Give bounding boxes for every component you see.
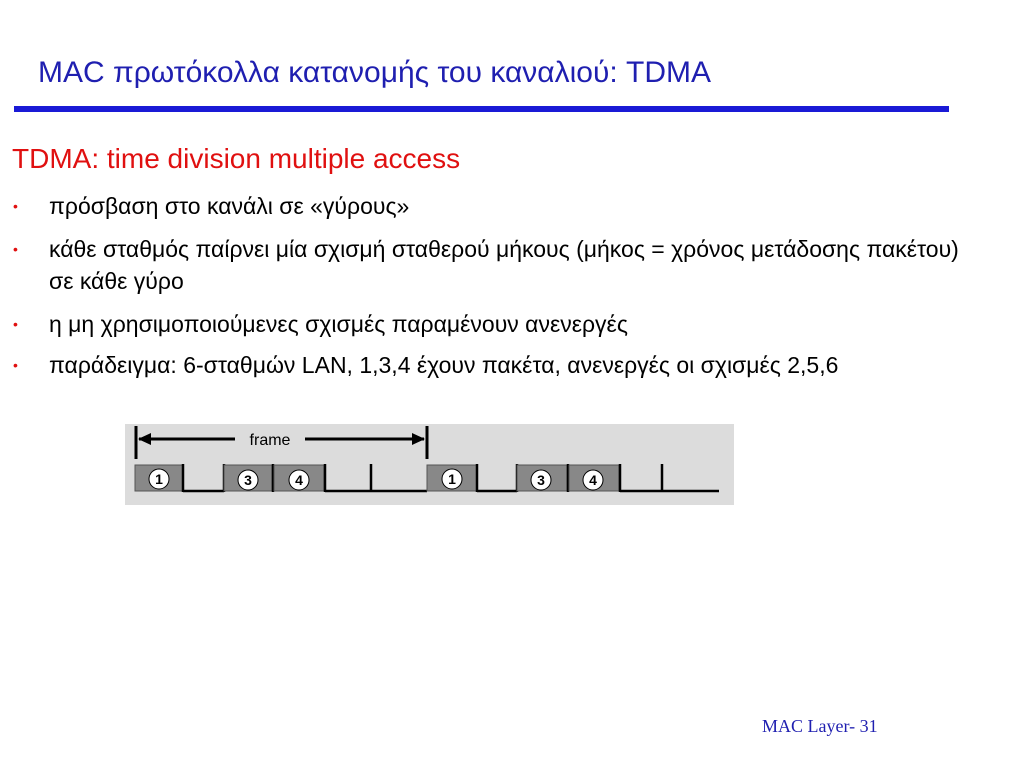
slot-label: 4 bbox=[295, 472, 303, 488]
bullet-text: παράδειγμα: 6-σταθμών LAN, 1,3,4 έχουν πακέτα, ανενεργές οι σχισμές 2,5,6 bbox=[49, 352, 839, 378]
slide-title: MAC πρωτόκολλα κατανομής του καναλιού: TDMA bbox=[38, 56, 712, 89]
slot-label: 1 bbox=[448, 471, 456, 487]
bullet-marker: • bbox=[13, 198, 18, 214]
slide-footer: MAC Layer- 31 bbox=[762, 716, 878, 736]
tdma-frame-diagram bbox=[125, 424, 734, 505]
frame-label: frame bbox=[249, 432, 291, 449]
slot-label: 4 bbox=[589, 472, 597, 488]
slide-subtitle: TDMA: time division multiple access bbox=[12, 143, 461, 174]
bullet-marker: • bbox=[13, 357, 18, 373]
bullet-text: πρόσβαση στο κανάλι σε «γύρους» bbox=[49, 193, 410, 219]
slot-label: 3 bbox=[244, 472, 252, 488]
bullet-marker: • bbox=[13, 241, 18, 257]
slot-label: 1 bbox=[155, 471, 163, 487]
bullet-text: η μη χρησιμοποιούμενες σχισμές παραμένουν ανενεργές bbox=[49, 311, 628, 337]
bullet-marker: • bbox=[13, 316, 18, 332]
bullet-text: κάθε σταθμός παίρνει μία σχισμή σταθερού μήκους (μήκος = χρόνος μετάδοσης πακέτου) σε κάθε γύρο bbox=[49, 236, 959, 294]
slot-label: 3 bbox=[537, 472, 545, 488]
